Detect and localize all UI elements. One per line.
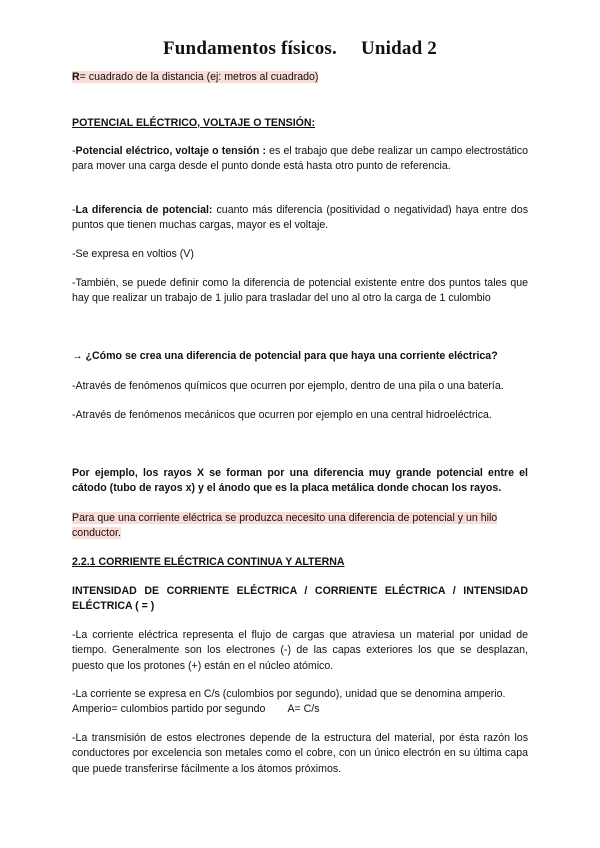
r-definition-highlight [72,71,318,83]
title-subject: Fundamentos físicos. [162,38,337,59]
ampere-definition: Amperio= culombios partido por segundo [72,703,266,716]
paragraph-joule-definition: -También, se puede definir como la diferencia de potencial existente entre dos puntos tales que hay que realizar un trabajo de 1 julio para trasladar del uno al otro la carga de 1 culombio [72,277,528,305]
p1-term: Potencial eléctrico, voltaje o tensión : [75,145,267,157]
highlighted-note [72,511,528,542]
ampere-formula: A= C/s [287,703,320,716]
p1-prefix: - [72,145,76,157]
current-units-line1: -La corriente se expresa en C/s (culombios por segundo), unidad que se denomina amperio. [72,688,506,700]
paragraph-potential-definition [72,144,528,175]
paragraph-volts: -Se expresa en voltios (V) [72,248,194,260]
r-label: R [72,71,80,83]
p2-text: cuanto más diferencia (positividad o negatividad) haya entre dos puntos que tienen muchas cargas, mayor es el voltaje. [72,204,528,232]
subheading-intensity: INTENSIDAD DE CORRIENTE ELÉCTRICA / CORRIENTE ELÉCTRICA / INTENSIDAD ELÉCTRICA ( = ) [72,585,528,613]
question-heading: → ¿Cómo se crea una diferencia de potencial para que haya una corriente eléctrica? [72,350,498,362]
highlighted-note-text: Para que una corriente eléctrica se produzca necesito una diferencia de potencial y un hilo conductor. [72,512,498,540]
title-unit: Unidad 2 [360,38,438,59]
r-definition [72,70,528,85]
example-xrays: Por ejemplo, los rayos X se forman por una diferencia muy grande potencial entre el cátodo (tubo de rayos x) y el ánodo que es la placa metálica donde chocan los rayos. [72,467,528,495]
paragraph-potential-difference [72,203,528,234]
p2-prefix: - [72,204,76,216]
p2-term: La diferencia de potencial: [75,204,213,216]
paragraph-current-flow: -La corriente eléctrica representa el flujo de cargas que atraviesa un material por unidad de tiempo. Generalmente son los electrones (-) de las capas exteriores los que se desplazan, puesto que los protones (+) están en el núcleo atómico. [72,629,528,672]
paragraph-current-units [72,687,528,718]
section-heading-current: 2.2.1 CORRIENTE ELÉCTRICA CONTINUA Y ALTERNA [72,556,345,568]
current-units-line2 [72,702,528,717]
p1-text: es el trabajo que debe realizar un campo electrostático para mover una carga desde el punto donde está hasta otro punto de referencia. [72,145,528,173]
answer-chemical: -Através de fenómenos químicos que ocurren por ejemplo, dentro de una pila o una batería. [72,380,504,392]
answer-mechanical: -Através de fenómenos mecánicos que ocurren por ejemplo en una central hidroeléctrica. [72,409,492,421]
paragraph-conductors: -La transmisión de estos electrones depende de la estructura del material, por ésta razón los conductores por excelencia son metales como el cobre, con un único electrón en su última capa que puede transferirse fácilmente a los átomos próximos. [72,732,528,775]
r-text: = cuadrado de la distancia (ej: metros al cuadrado) [79,71,319,83]
section-heading-potential: POTENCIAL ELÉCTRICO, VOLTAJE O TENSIÓN: [72,117,316,129]
page-title [0,38,600,60]
